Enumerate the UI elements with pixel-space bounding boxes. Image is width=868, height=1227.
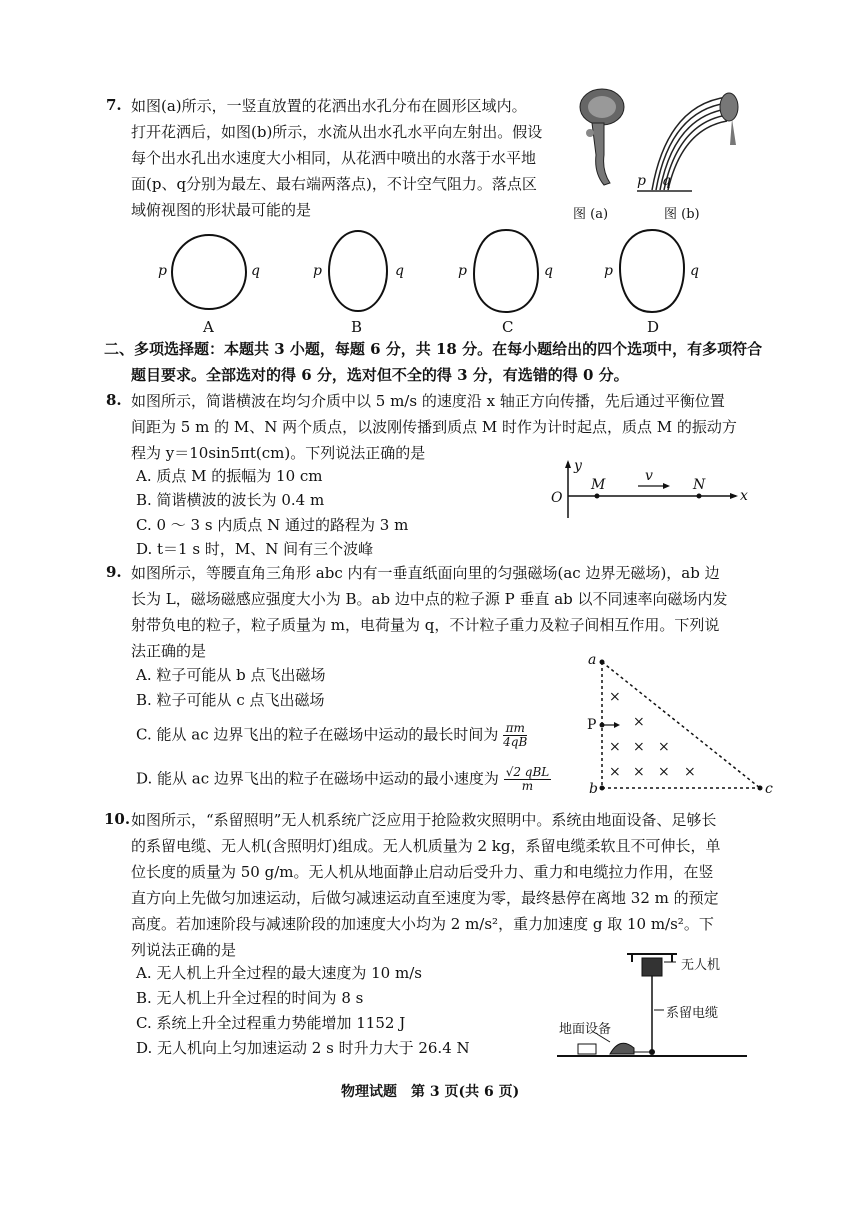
option-a-circle [170,232,248,312]
q10-option-b: B. 无人机上升全过程的时间为 8 s [136,989,364,1007]
q9-option-d [136,766,551,793]
q7-number: 7. [106,96,122,114]
q9-line-3: 射带负电的粒子，粒子质量为 m，电荷量为 q，不计粒子重力及粒子间相互作用。下列说 [131,616,720,634]
q8-number: 8. [106,391,122,409]
field-cross-symbol: × [684,764,696,780]
option-b-shape [327,229,389,313]
q8-option-a: A. 质点 M 的振幅为 10 cm [136,467,323,485]
tethered-drone-diagram [552,950,752,1065]
field-cross-symbol: × [609,739,621,755]
wave-v-label: v [645,468,653,484]
option-c-shape [472,228,540,314]
q9-option-b: B. 粒子可能从 c 点飞出磁场 [136,691,325,709]
field-cross-symbol: × [633,764,645,780]
q8-option-c: C. 0 ～ 3 s 内质点 N 通过的路程为 3 m [136,516,409,534]
figure-b-caption: 图 (b) [664,207,700,222]
field-cross-symbol: × [609,764,621,780]
field-cross-symbol: × [609,689,621,705]
q10-line-3: 位长度的质量为 50 g/m。无人机从地面静止启动后受升力、重力和电缆拉力作用，在竖 [131,863,714,881]
field-cross-symbol: × [658,764,670,780]
q10-line-4: 直方向上先做匀加速运动，后做匀减速运动直至速度为零，最终悬停在离地 32 m 的预定 [131,889,719,907]
q9-line-1: 如图所示，等腰直角三角形 abc 内有一垂直纸面向里的匀强磁场(ac 边界无磁场)，ab 边 [131,564,720,582]
q8-line-2: 间距为 5 m 的 M、N 两个质点，以波刚传播到质点 M 时作为计时起点，质点 M 的振动方 [131,418,737,436]
section-2-header-line-1: 二、多项选择题：本题共 3 小题，每题 6 分，共 18 分。在每小题给出的四个选项中，有多项符合 [104,340,763,358]
q10-number: 10. [104,810,131,828]
cable-label: 系留电缆 [666,1006,719,1021]
drone-label: 无人机 [681,958,721,973]
field-cross-symbol: × [633,714,645,730]
figure-a-caption: 图 (a) [573,207,609,222]
shower-head-illustration [570,85,630,195]
option-c-label: C [502,318,514,336]
q8-option-d: D. t＝1 s 时，M、N 间有三个波峰 [136,540,374,558]
q9-line-4: 法正确的是 [131,642,207,660]
option-d-label: D [647,318,660,336]
option-d-p-label: p [604,263,613,279]
q7-line-5: 域俯视图的形状最可能的是 [131,201,312,219]
q10-line-1: 如图所示，“系留照明”无人机系统广泛应用于抢险救灾照明中。系统由地面设备、足够长 [131,811,717,829]
triangle-b-label: b [589,781,598,797]
option-c-q-label: q [544,263,553,279]
option-c-p-label: p [458,263,467,279]
magnetic-field-triangle [598,658,768,794]
q10-line-5: 高度。若加速阶段与减速阶段的加速度大小均为 2 m/s²，重力加速度 g 取 10 m/s²。下 [131,915,714,933]
q8-line-1: 如图所示，简谐横波在均匀介质中以 5 m/s 的速度沿 x 轴正方向传播，先后通过平衡位置 [131,392,725,410]
option-a-q-label: q [251,263,260,279]
option-b-p-label: p [313,263,322,279]
q10-option-d: D. 无人机向上匀加速运动 2 s 时升力大于 26.4 N [136,1039,470,1057]
option-d-shape [618,228,686,314]
triangle-a-label: a [588,652,597,668]
wave-n-label: N [693,477,706,493]
q9-option-a: A. 粒子可能从 b 点飞出磁场 [136,666,326,684]
section-2-header-line-2: 题目要求。全部选对的得 6 分，选对但不全的得 3 分，有选错的得 0 分。 [131,366,629,384]
q9-option-d-denominator: m [521,779,534,793]
wave-y-label: y [574,458,582,474]
q9-line-2: 长为 L，磁场磁感应强度大小为 B。ab 边中点的粒子源 P 垂直 ab 以不同速率向磁场内发 [131,590,728,608]
field-cross-symbol: × [633,739,645,755]
option-a-p-label: p [158,263,167,279]
ground-equipment-label: 地面设备 [559,1022,612,1037]
option-b-label: B [351,318,363,336]
q8-line-3: 程为 y＝10sin5πt(cm)。下列说法正确的是 [131,444,426,462]
q9-option-d-text: D. 能从 ac 边界飞出的粒子在磁场中运动的最小速度为 [136,769,499,788]
q9-option-c [136,722,527,749]
water-stream-illustration [632,85,742,195]
triangle-c-label: c [765,781,773,797]
q7-line-4: 面(p、q分别为最左、最右端两落点)，不计空气阻力。落点区 [131,175,537,193]
option-b-q-label: q [395,263,404,279]
option-d-q-label: q [690,263,699,279]
q8-option-b: B. 简谐横波的波长为 0.4 m [136,491,325,509]
q7-line-2: 打开花洒后，如图(b)所示，水流从出水孔水平向左射出。假设 [131,123,543,141]
wave-origin-label: O [551,490,563,506]
field-cross-symbol: × [658,739,670,755]
q9-option-c-fraction [503,722,527,749]
q9-option-c-numerator: πm [503,722,527,736]
figure-b-p-label: p [637,173,646,189]
q10-option-c: C. 系统上升全过程重力势能增加 1152 J [136,1014,406,1032]
figure-b-q-label: q [662,173,671,189]
q9-number: 9. [106,563,122,581]
page-footer: 物理试题 第 3 页(共 6 页) [341,1084,520,1100]
q9-option-c-text: C. 能从 ac 边界飞出的粒子在磁场中运动的最长时间为 [136,725,499,744]
q7-line-1: 如图(a)所示，一竖直放置的花洒出水孔分布在圆形区域内。 [131,97,527,115]
particle-source-p-label: P [587,717,597,733]
option-a-label: A [203,318,214,336]
q9-option-c-denominator: 4qB [503,735,528,749]
q9-option-d-fraction [504,766,552,793]
q10-option-a: A. 无人机上升全过程的最大速度为 10 m/s [136,964,422,982]
wave-x-label: x [740,488,748,504]
q10-line-6: 列说法正确的是 [131,941,237,959]
wave-m-label: M [591,477,606,493]
q10-line-2: 的系留电缆、无人机(含照明灯)组成。无人机质量为 2 kg，系留电缆柔软且不可伸长，单 [131,837,721,855]
q9-option-d-numerator: √2 qBL [505,765,550,779]
q7-line-3: 每个出水孔出水速度大小相同，从花洒中喷出的水落于水平地 [131,149,537,167]
